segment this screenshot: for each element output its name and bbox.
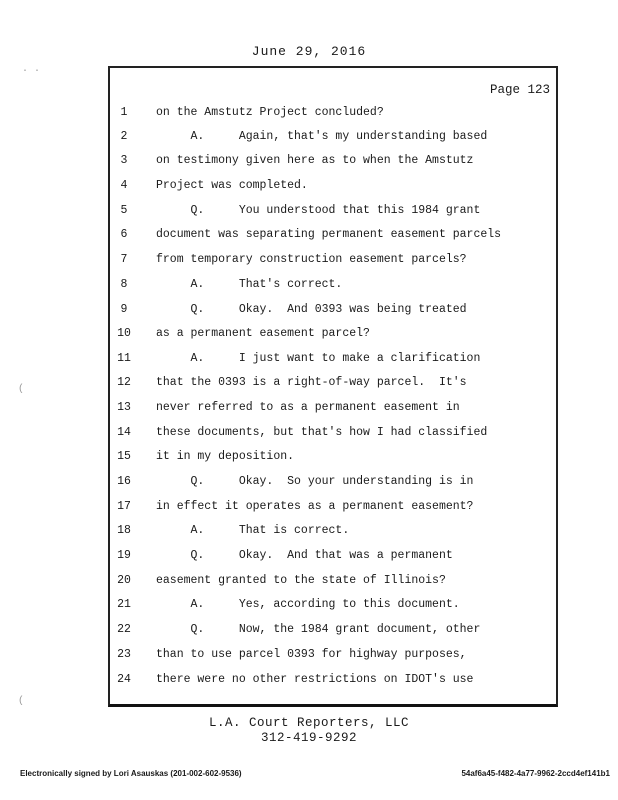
line-number: 19 xyxy=(117,549,131,562)
court-reporter-name: L.A. Court Reporters, LLC xyxy=(208,716,410,730)
line-text: than to use parcel 0393 for highway purposes, xyxy=(156,648,467,661)
transcript-line xyxy=(110,352,556,372)
line-number: 10 xyxy=(117,327,131,340)
electronic-signature: Electronically signed by Lori Asauskas (201-002-602-9536) xyxy=(20,769,242,778)
line-text: document was separating permanent easement parcels xyxy=(156,228,502,241)
line-text: Q. You understood that this 1984 grant xyxy=(156,204,481,217)
line-number: 14 xyxy=(117,426,131,439)
line-number: 6 xyxy=(120,228,128,241)
line-text: that the 0393 is a right-of-way parcel. It's xyxy=(156,376,467,389)
transcript-line xyxy=(110,598,556,618)
transcript-line xyxy=(110,327,556,347)
transcript-line xyxy=(110,549,556,569)
court-reporter-phone: 312-419-9292 xyxy=(260,731,357,745)
line-number: 2 xyxy=(120,130,128,143)
transcript-line xyxy=(110,106,556,126)
line-number: 15 xyxy=(117,450,131,463)
transcript-line xyxy=(110,253,556,273)
line-text: Q. Okay. So your understanding is in xyxy=(156,475,474,488)
line-text: there were no other restrictions on IDOT's use xyxy=(156,673,474,686)
transcript-line xyxy=(110,204,556,224)
transcript-line xyxy=(110,179,556,199)
line-text: these documents, but that's how I had classified xyxy=(156,426,488,439)
line-text: never referred to as a permanent easement in xyxy=(156,401,460,414)
transcript-line xyxy=(110,623,556,643)
transcript-line xyxy=(110,500,556,520)
transcript-line xyxy=(110,130,556,150)
page-date: June 29, 2016 xyxy=(251,44,367,59)
line-number: 21 xyxy=(117,598,131,611)
line-number: 7 xyxy=(120,253,128,266)
line-number: 22 xyxy=(117,623,131,636)
line-text: as a permanent easement parcel? xyxy=(156,327,370,340)
transcript-page xyxy=(108,66,558,707)
transcript-line xyxy=(110,475,556,495)
transcript-line xyxy=(110,524,556,544)
line-text: A. I just want to make a clarification xyxy=(156,352,481,365)
line-text: in effect it operates as a permanent easement? xyxy=(156,500,474,513)
line-number: 23 xyxy=(117,648,131,661)
scan-speck: ( xyxy=(18,384,25,395)
transcript-line xyxy=(110,401,556,421)
document-id: 54af6a45-f482-4a77-9962-2ccd4ef141b1 xyxy=(461,769,610,778)
line-text: Q. Okay. And 0393 was being treated xyxy=(156,303,467,316)
line-number: 5 xyxy=(120,204,128,217)
transcript-line xyxy=(110,648,556,668)
transcript-line xyxy=(110,154,556,174)
line-text: on the Amstutz Project concluded? xyxy=(156,106,384,119)
transcript-line xyxy=(110,574,556,594)
line-text: Project was completed. xyxy=(156,179,308,192)
line-number: 3 xyxy=(120,154,128,167)
line-number: 24 xyxy=(117,673,131,686)
line-number: 4 xyxy=(120,179,128,192)
line-text: A. That is correct. xyxy=(156,524,350,537)
transcript-line xyxy=(110,376,556,396)
line-text: it in my deposition. xyxy=(156,450,295,463)
line-number: 20 xyxy=(117,574,131,587)
transcript-line xyxy=(110,228,556,248)
line-text: on testimony given here as to when the Amstutz xyxy=(156,154,474,167)
transcript-line xyxy=(110,278,556,298)
scan-speck: ( xyxy=(18,696,25,707)
line-number: 11 xyxy=(117,352,131,365)
transcript-line xyxy=(110,426,556,446)
line-text: A. Yes, according to this document. xyxy=(156,598,460,611)
line-text: from temporary construction easement parcels? xyxy=(156,253,467,266)
line-text: easement granted to the state of Illinois? xyxy=(156,574,446,587)
page-number: Page 123 xyxy=(489,83,550,97)
line-number: 1 xyxy=(120,106,128,119)
line-number: 8 xyxy=(120,278,128,291)
transcript-line xyxy=(110,303,556,323)
line-number: 13 xyxy=(117,401,131,414)
line-number: 12 xyxy=(117,376,131,389)
line-text: Q. Now, the 1984 grant document, other xyxy=(156,623,481,636)
line-text: Q. Okay. And that was a permanent xyxy=(156,549,453,562)
line-number: 18 xyxy=(117,524,131,537)
line-number: 9 xyxy=(120,303,128,316)
scan-speck: · · xyxy=(22,66,41,77)
line-number: 16 xyxy=(117,475,131,488)
transcript-line xyxy=(110,450,556,470)
line-text: A. That's correct. xyxy=(156,278,343,291)
transcript-line xyxy=(110,673,556,693)
line-number: 17 xyxy=(117,500,131,513)
line-text: A. Again, that's my understanding based xyxy=(156,130,488,143)
